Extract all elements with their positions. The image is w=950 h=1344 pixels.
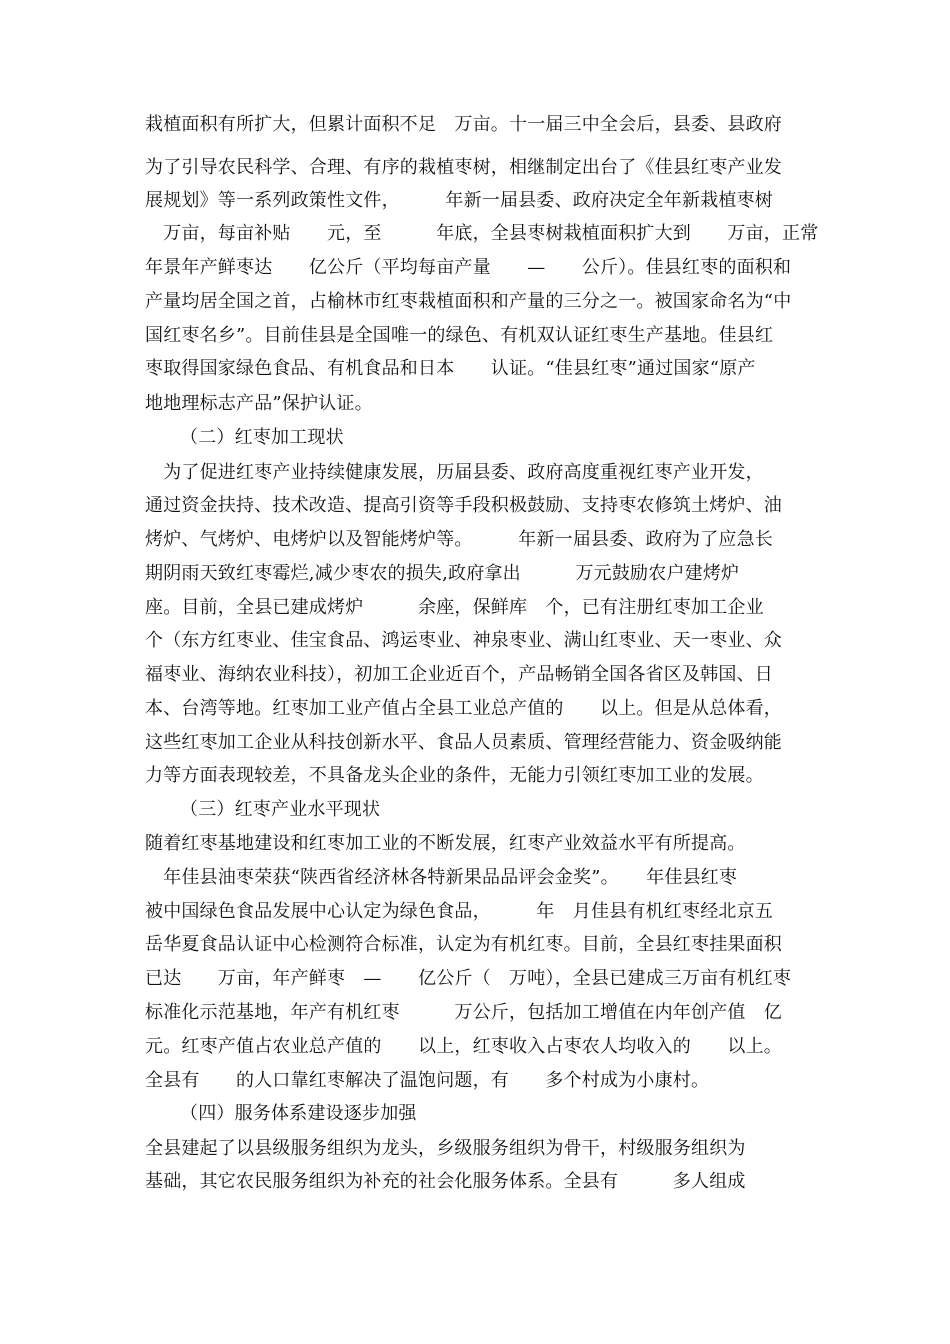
text-line: 国红枣名乡”。目前佳县是全国唯一的绿色、有机双认证红枣生产基地。佳县红 [145,325,774,346]
text-line: 元。红枣产值占农业总产值的 以上，红枣收入占枣农人均收入的 以上。 [145,1036,782,1057]
text-line: 随着红枣基地建设和红枣加工业的不断发展，红枣产业效益水平有所提高。 [145,833,746,854]
text-line: 福枣业、海纳农业科技），初加工企业近百个，产品畅销全国各省区及韩国、日 [145,664,773,685]
text-line: 标准化示范基地，年产有机红枣 万公斤，包括加工增值在内年创产值 亿 [145,1002,782,1023]
text-line: 栽植面积有所扩大，但累计面积不足 万亩。十一届三中全会后，县委、县政府 [145,114,782,135]
text-line: 本、台湾等地。红枣加工业产值占全县工业总产值的 以上。但是从总体看， [145,698,782,719]
text-line: 全县有 的人口靠红枣解决了温饱问题，有 多个村成为小康村。 [145,1070,710,1091]
text-line: 这些红枣加工企业从科技创新水平、食品人员素质、管理经营能力、资金吸纳能 [145,732,782,753]
text-line: 年佳县油枣荣获“陕西省经济林各特新果品品评会金奖”。 年佳县红枣 [145,867,738,888]
text-line: 万亩，每亩补贴 元，至 年底，全县枣树栽植面积扩大到 万亩，正常 [145,223,819,244]
text-line: 被中国绿色食品发展中心认定为绿色食品， 年 月佳县有机红枣经北京五 [145,901,773,922]
text-line: 为了引导农民科学、合理、有序的栽植枣树，相继制定出台了《佳县红枣产业发 [145,157,782,178]
text-line: 地地理标志产品”保护认证。 [145,393,373,414]
text-line: 产量均居全国之首，占榆林市红枣栽植面积和产量的三分之一。被国家命名为“中 [145,291,792,312]
text-line: 为了促进红枣产业持续健康发展，历届县委、政府高度重视红枣产业开发， [145,462,764,483]
section-heading: （三）红枣产业水平现状 [180,799,381,820]
text-line: 烤炉、气烤炉、电烤炉以及智能烤炉等。 年新一届县委、政府为了应急长 [145,529,773,550]
section-heading: （四）服务体系建设逐步加强 [180,1103,417,1124]
text-line: 岳华夏食品认证中心检测符合标准，认定为有机红枣。目前，全县红枣挂果面积 [145,934,782,955]
text-line: 已达 万亩，年产鲜枣 — 亿公斤（ 万吨），全县已建成三万亩有机红枣 [145,968,792,989]
text-line: 通过资金扶持、技术改造、提高引资等手段积极鼓励、支持枣农修筑土烤炉、油 [145,495,782,516]
text-line: 基础，其它农民服务组织为补充的社会化服务体系。全县有 多人组成 [145,1171,746,1192]
text-line: 期阴雨天致红枣霉烂,减少枣农的损失,政府拿出 万元鼓励农户建烤炉 [145,563,740,584]
section-heading: （二）红枣加工现状 [180,427,344,448]
text-line: 年景年产鲜枣达 亿公斤（平均每亩产量 — 公斤）。佳县红枣的面积和 [145,257,792,278]
text-line: 力等方面表现较差，不具备龙头企业的条件，无能力引领红枣加工业的发展。 [145,765,764,786]
text-line: 座。目前，全县已建成烤炉 余座，保鲜库 个，已有注册红枣加工企业 [145,597,764,618]
text-line: 个（东方红枣业、佳宝食品、鸿运枣业、神泉枣业、满山红枣业、天一枣业、众 [145,630,782,651]
text-line: 枣取得国家绿色食品、有机食品和日本 认证。“佳县红枣”通过国家“原产 [145,358,756,379]
text-line: 展规划》等一系列政策性文件， 年新一届县委、政府决定全年新栽植枣树 [145,190,773,211]
text-line: 全县建起了以县级服务组织为龙头，乡级服务组织为骨干，村级服务组织为 [145,1138,746,1159]
